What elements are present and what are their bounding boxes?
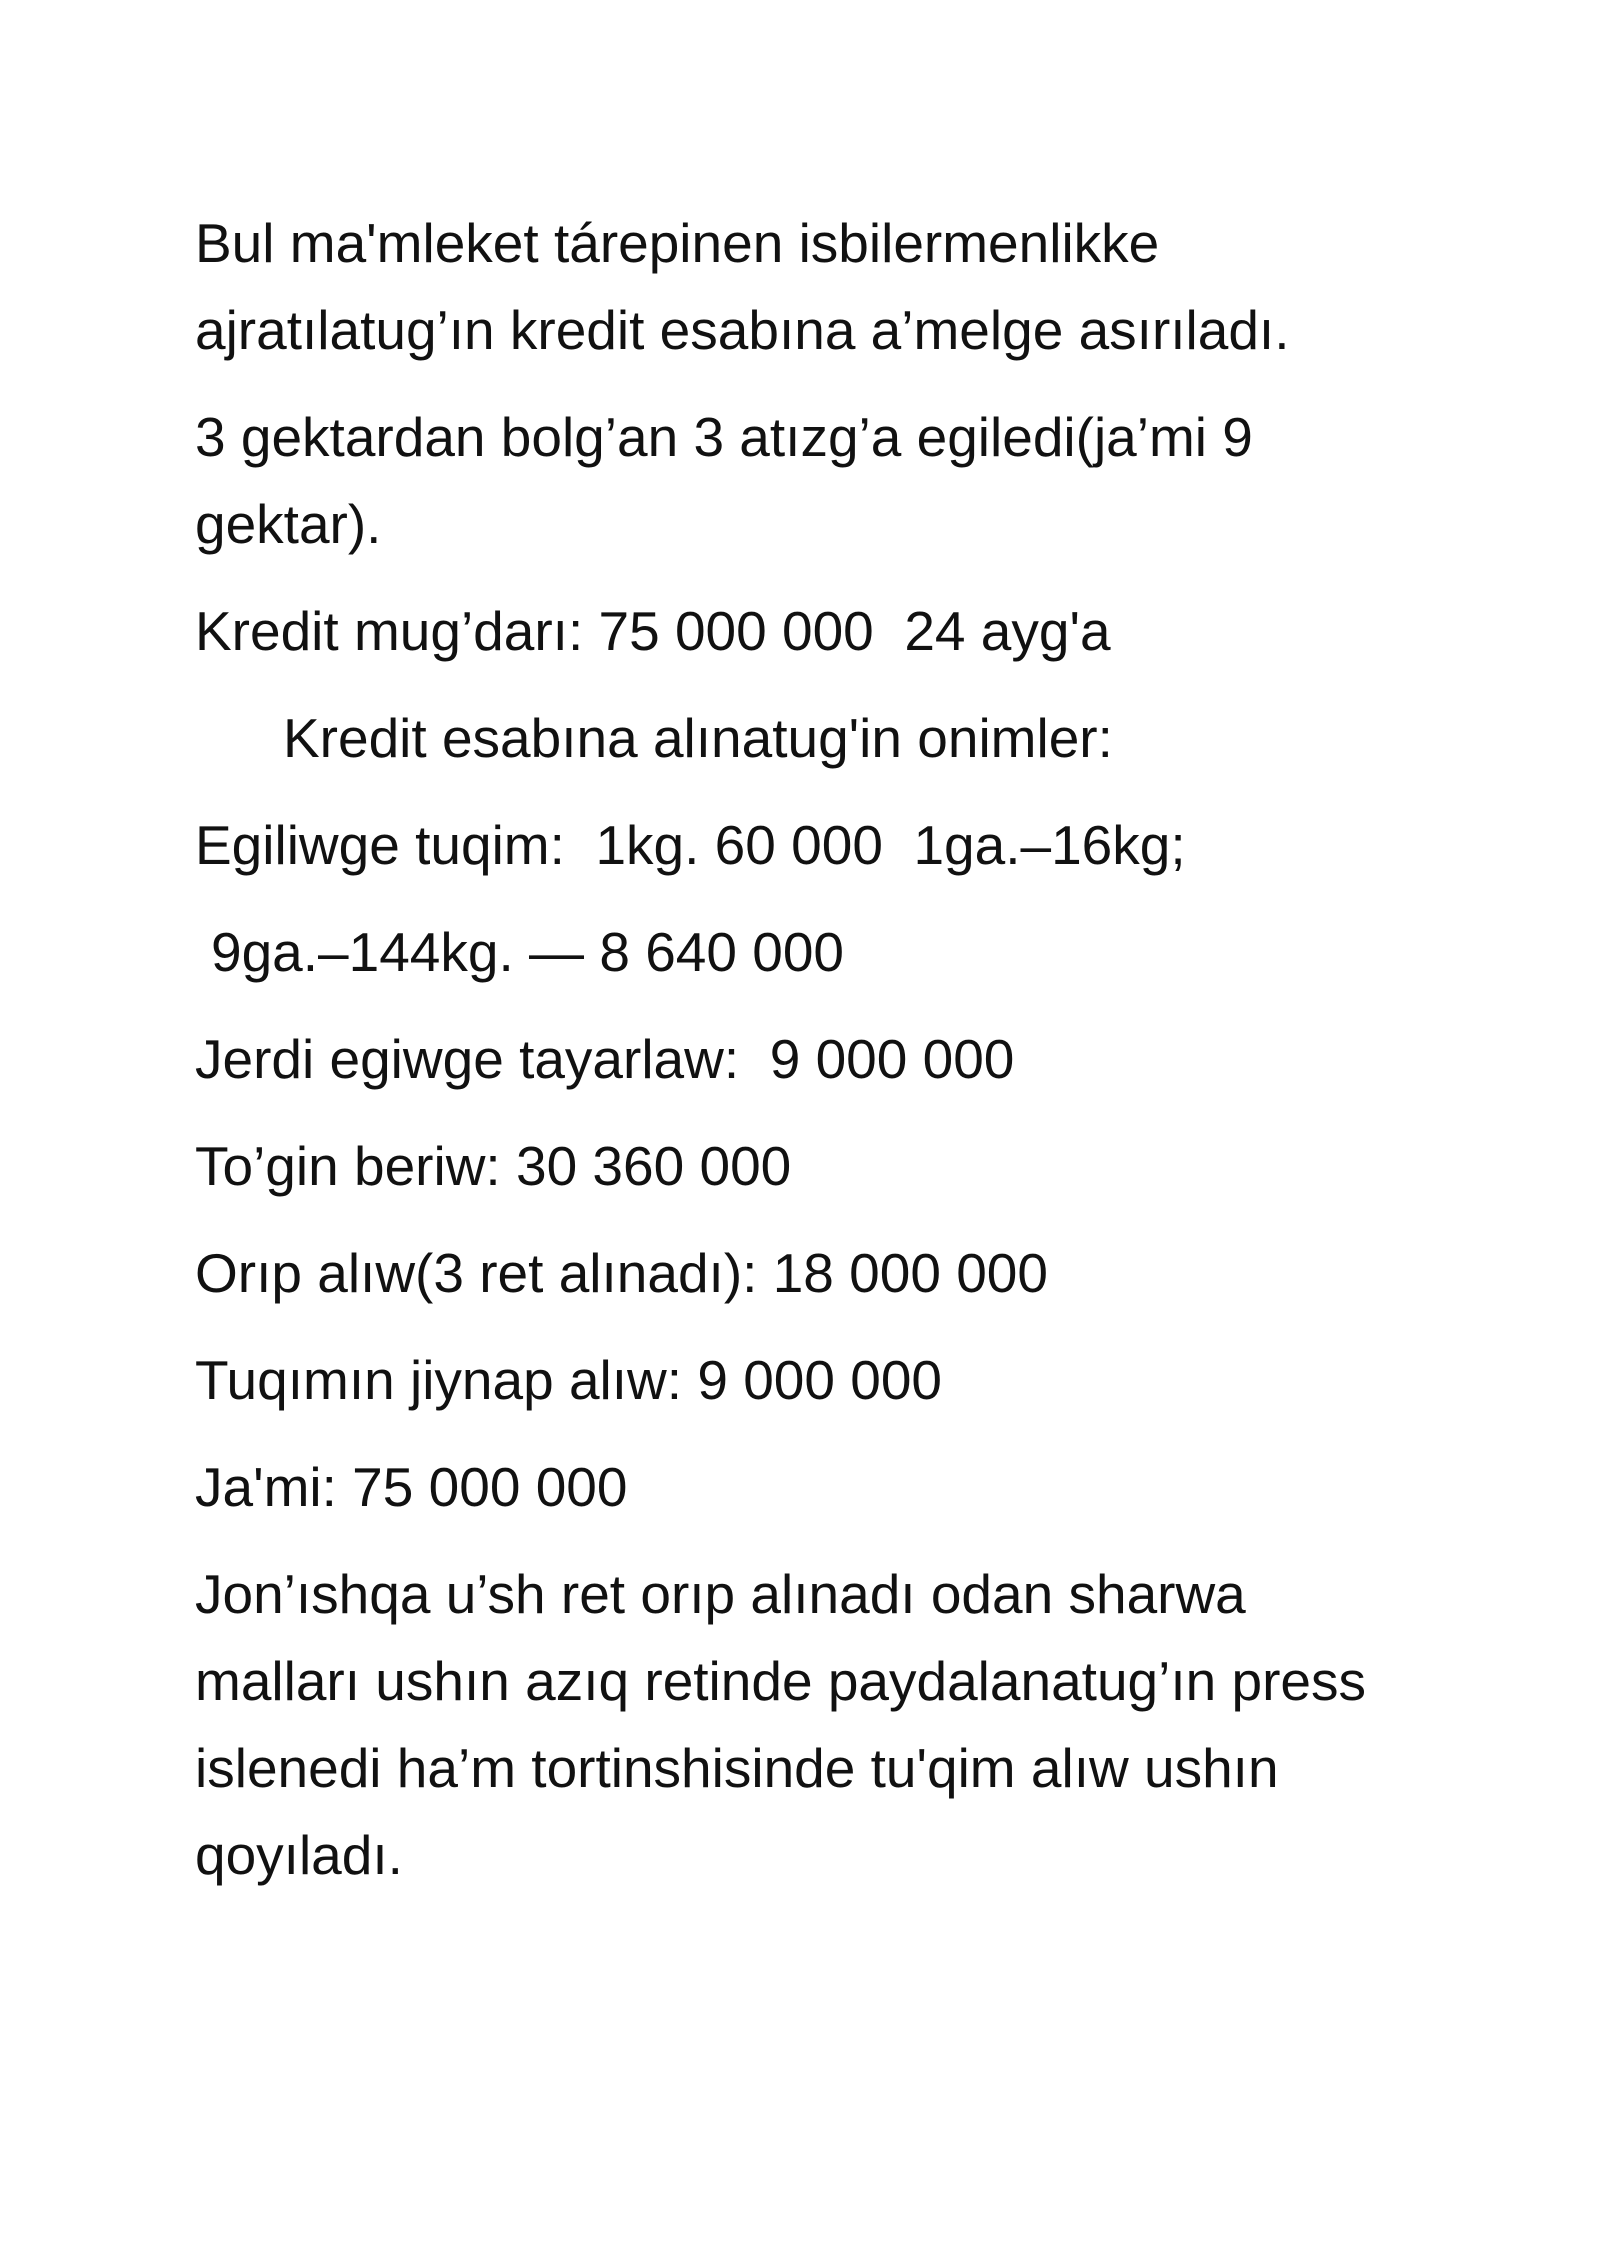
paragraph-seed-collection: Tuqımın jiynap alıw: 9 000 000 xyxy=(195,1349,943,1411)
paragraph-alfalfa: Jon’ıshqa u’sh ret orıp alınadı odan sharwa malları ushın azıq retinde paydalanatug’ın press islenedi ha’m tortinshisinde tu'qim alıw ushın qoyıladı. xyxy=(195,1563,1382,1886)
paragraph-seed: Egiliwge tuqim: 1kg. 60 000 1ga.–16kg; xyxy=(195,814,1186,876)
paragraph-harvest: Orıp alıw(3 ret alınadı): 18 000 000 xyxy=(195,1242,1048,1304)
paragraph-products-heading: Kredit esabına alınatug'in onimler: xyxy=(283,707,1113,769)
paragraph-total: Ja'mi: 75 000 000 xyxy=(195,1456,628,1518)
paragraph-credit-amount: Kredit mug’darı: 75 000 000 24 ayg'a xyxy=(195,600,1111,662)
paragraph-seed-total: 9ga.–144kg. — 8 640 000 xyxy=(211,921,845,983)
paragraph-land-prep: Jerdi egiwge tayarlaw: 9 000 000 xyxy=(195,1028,1015,1090)
paragraph-area: 3 gektardan bolg’an 3 atızg’a egiledi(ja’mi 9 gektar). xyxy=(195,406,1269,555)
document-body xyxy=(195,200,1425,1919)
paragraph-fertilizer: To’gin beriw: 30 360 000 xyxy=(195,1135,792,1197)
paragraph-intro: Bul ma'mleket tárepinen isbilermenlikke ajratılatug’ın kredit esabına a’melge asırıladı. xyxy=(195,212,1290,361)
